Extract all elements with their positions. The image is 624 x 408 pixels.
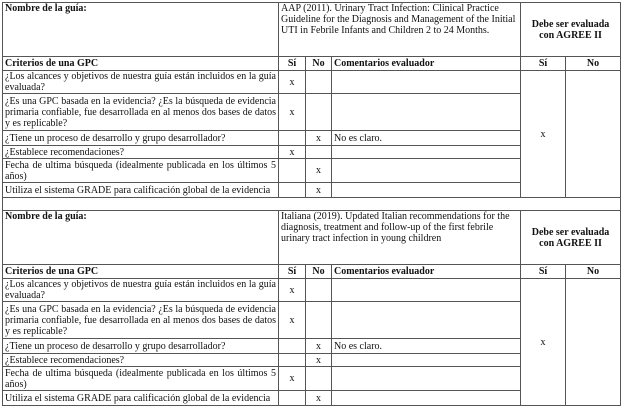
agree-label: Debe ser evaluada con AGREE II	[521, 211, 621, 265]
si-mark: x	[279, 279, 306, 302]
si-mark	[279, 391, 306, 406]
no-header: No	[306, 57, 332, 71]
evaluator-comment	[332, 183, 521, 198]
no-mark: x	[306, 339, 332, 354]
criterion-row	[3, 71, 621, 94]
si-mark: x	[279, 302, 306, 339]
evaluator-comment	[332, 367, 521, 391]
no-mark	[306, 94, 332, 131]
comments-header: Comentarios evaluador	[332, 265, 521, 279]
criterion-text: ¿Establece recomendaciones?	[3, 146, 279, 159]
no-mark: x	[306, 183, 332, 198]
si-header: Sí	[279, 57, 306, 71]
column-header-row	[3, 265, 621, 279]
spacer-row	[3, 198, 621, 211]
si-mark	[279, 339, 306, 354]
spacer-cell	[3, 198, 621, 211]
guide-name-row	[3, 3, 621, 57]
criterion-row	[3, 279, 621, 302]
column-header-row	[3, 57, 621, 71]
si-mark	[279, 159, 306, 183]
agree-no-mark	[566, 71, 621, 198]
comments-header: Comentarios evaluador	[332, 57, 521, 71]
no-mark: x	[306, 131, 332, 146]
si-mark	[279, 354, 306, 367]
agree-no-mark	[566, 279, 621, 406]
criterion-text: Fecha de ultima búsqueda (idealmente publicada en los últimos 5 años)	[3, 367, 279, 391]
evaluator-comment	[332, 391, 521, 406]
criterion-text: ¿Es una GPC basada en la evidencia? ¿Es la búsqueda de evidencia primaria confiable, fue desarrollada en al menos dos bases de datos y es replicable?	[3, 302, 279, 339]
si-mark	[279, 183, 306, 198]
evaluator-comment	[332, 146, 521, 159]
agree-label: Debe ser evaluada con AGREE II	[521, 3, 621, 57]
agree-si-mark: x	[521, 71, 566, 198]
criterion-text: ¿Los alcances y objetivos de nuestra guía están incluidos en la guía evaluada?	[3, 279, 279, 302]
no-mark: x	[306, 354, 332, 367]
si-header: Sí	[279, 265, 306, 279]
criterion-text: ¿Tiene un proceso de desarrollo y grupo desarrollador?	[3, 131, 279, 146]
criteria-header: Criterios de una GPC	[3, 57, 279, 71]
evaluator-comment	[332, 71, 521, 94]
si-mark: x	[279, 146, 306, 159]
criterion-text: Fecha de ultima búsqueda (idealmente publicada en los últimos 5 años)	[3, 159, 279, 183]
no-mark	[306, 279, 332, 302]
evaluator-comment	[332, 279, 521, 302]
guide-name-label: Nombre de la guía:	[3, 211, 279, 265]
evaluator-comment	[332, 302, 521, 339]
si-mark: x	[279, 94, 306, 131]
criterion-text: ¿Es una GPC basada en la evidencia? ¿Es la búsqueda de evidencia primaria confiable, fue desarrollada en al menos dos bases de datos y es replicable?	[3, 94, 279, 131]
no-mark	[306, 302, 332, 339]
criterion-text: ¿Establece recomendaciones?	[3, 354, 279, 367]
si-mark	[279, 131, 306, 146]
evaluation-table	[2, 2, 621, 406]
criterion-text: Utiliza el sistema GRADE para calificación global de la evidencia	[3, 183, 279, 198]
evaluator-comment	[332, 354, 521, 367]
no-mark: x	[306, 159, 332, 183]
criteria-header: Criterios de una GPC	[3, 265, 279, 279]
no-header: No	[306, 265, 332, 279]
no-mark: x	[306, 391, 332, 406]
agree-si-header: Sí	[521, 265, 566, 279]
evaluator-comment	[332, 94, 521, 131]
guide-title: Italiana (2019). Updated Italian recommendations for the diagnosis, treatment and follow-up of the first febrile urinary tract infection in young children	[279, 211, 521, 265]
criterion-text: ¿Tiene un proceso de desarrollo y grupo desarrollador?	[3, 339, 279, 354]
agree-si-mark: x	[521, 279, 566, 406]
agree-no-header: No	[566, 57, 621, 71]
si-mark: x	[279, 71, 306, 94]
criterion-text: ¿Los alcances y objetivos de nuestra guía están incluidos en la guía evaluada?	[3, 71, 279, 94]
no-mark	[306, 71, 332, 94]
guide-name-row	[3, 211, 621, 265]
evaluator-comment	[332, 159, 521, 183]
guide-title: AAP (2011). Urinary Tract Infection: Clinical Practice Guideline for the Diagnosis and Management of the Initial UTI in Febrile Infants and Children 2 to 24 Months.	[279, 3, 521, 57]
no-mark	[306, 367, 332, 391]
criterion-text: Utiliza el sistema GRADE para calificación global de la evidencia	[3, 391, 279, 406]
agree-si-header: Sí	[521, 57, 566, 71]
agree-no-header: No	[566, 265, 621, 279]
no-mark	[306, 146, 332, 159]
si-mark: x	[279, 367, 306, 391]
evaluator-comment: No es claro.	[332, 339, 521, 354]
guide-name-label: Nombre de la guía:	[3, 3, 279, 57]
evaluator-comment: No es claro.	[332, 131, 521, 146]
